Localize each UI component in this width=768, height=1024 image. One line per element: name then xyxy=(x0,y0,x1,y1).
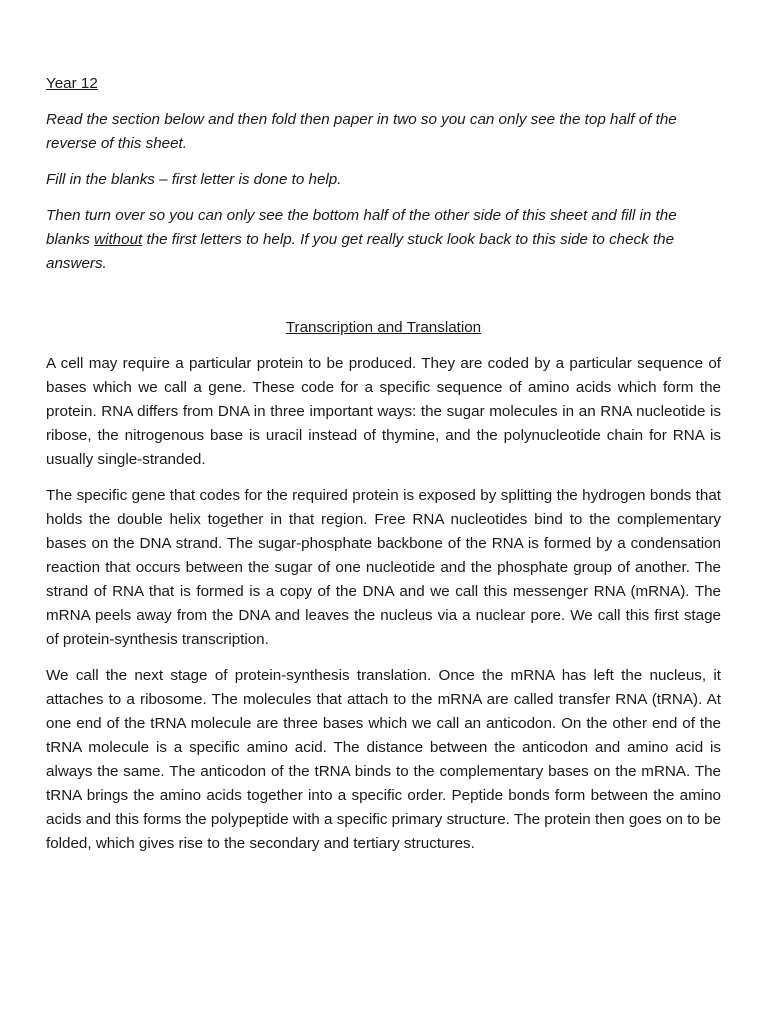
paragraph-translation: We call the next stage of protein-synthesis translation. Once the mRNA has left the nucleus, it attaches to a ribosome. The molecules that attach to the mRNA are called transfer RNA (tRNA). At one end of the tRNA molecule are three bases which we call an anticodon. On the other end of the tRNA molecule is a specific amino acid. The distance between the anticodon and amino acid is always the same. The anticodon of the tRNA binds to the complementary bases on the mRNA. The tRNA brings the amino acids together into a specific order. Peptide bonds form between the amino acids and this forms the polypeptide with a specific primary structure. The protein then goes on to be folded, which gives rise to the secondary and tertiary structures. xyxy=(46,667,721,852)
instruction-turn-over-end: the first letters to help. If you get really stuck look back to this side to check the answers. xyxy=(46,231,675,272)
document-page xyxy=(46,72,721,868)
paragraph-transcription: The specific gene that codes for the required protein is exposed by splitting the hydrogen bonds that holds the double helix together in that region. Free RNA nucleotides bind to the complementary bases on the DNA strand. The sugar-phosphate backbone of the RNA is formed by a condensation reaction that occurs between the sugar of one nucleotide and the phosphate group of another. The strand of RNA that is formed is a copy of the DNA and we call this messenger RNA (mRNA). The mRNA peels away from the DNA and leaves the nucleus via a nuclear pore. We call this first stage of protein-synthesis transcription. xyxy=(46,487,721,648)
instruction-turn-over-start: Then turn over so you can only see the bottom half of the other side of this sheet and fill in the blanks xyxy=(46,207,677,248)
instruction-fold: Read the section below and then fold then paper in two so you can only see the top half of the reverse of this sheet. xyxy=(46,111,677,152)
instruction-turn-over xyxy=(46,204,721,276)
year-heading: Year 12 xyxy=(46,75,98,92)
paragraph-gene-rna: A cell may require a particular protein to be produced. They are coded by a particular sequence of bases which we call a gene. These code for a specific sequence of amino acids which form the protein. RNA differs from DNA in three important ways: the sugar molecules in an RNA nucleotide is ribose, the nitrogenous base is uracil instead of thymine, and the polynucleotide chain for RNA is usually single-stranded. xyxy=(46,355,721,468)
section-title: Transcription and Translation xyxy=(285,319,482,336)
instruction-emphasis-without: without xyxy=(94,231,143,248)
instruction-fill-blanks: Fill in the blanks – first letter is done to help. xyxy=(46,171,342,188)
